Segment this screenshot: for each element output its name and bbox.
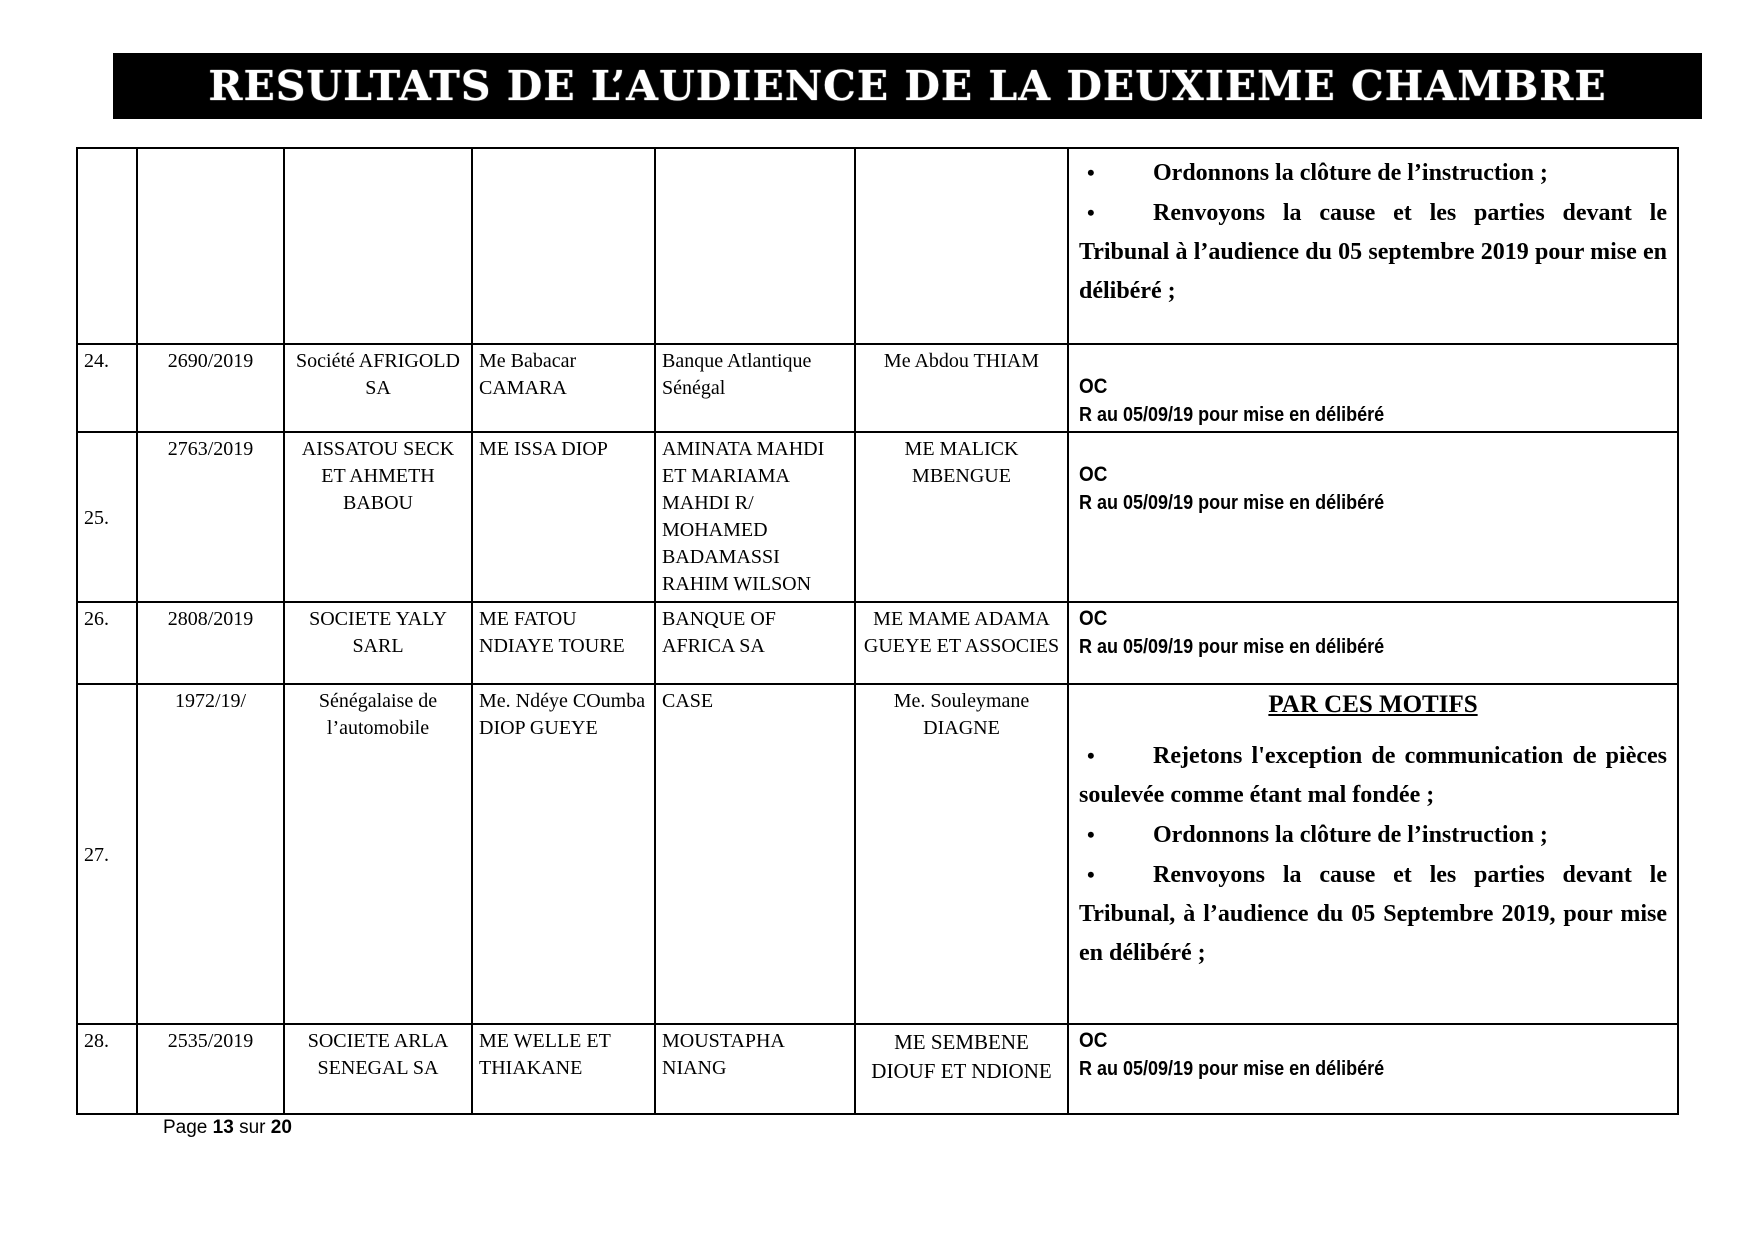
table-row xyxy=(77,432,1678,602)
footer-middle: sur xyxy=(239,1117,266,1138)
decision-bullet: • Renvoyons la cause et les parties devant le Tribunal, à l’audience du 05 Septembre 2019, pour mise en délibéré ; xyxy=(1079,855,1667,973)
row-number: 26. xyxy=(77,602,137,684)
case-number: 2763/2019 xyxy=(137,432,284,602)
plaintiff: SOCIETE YALY SARL xyxy=(284,602,472,684)
decision-code: OC xyxy=(1079,607,1108,630)
decision-code: OC xyxy=(1079,375,1108,398)
row-number: 28. xyxy=(77,1024,137,1114)
bullet-icon: • xyxy=(1087,862,1095,887)
table-row xyxy=(77,684,1678,1024)
plaintiff-lawyer: Me Babacar CAMARA xyxy=(472,344,655,432)
decision-text: R au 05/09/19 pour mise en délibéré xyxy=(1079,492,1385,514)
plaintiff: AISSATOU SECK ET AHMETH BABOU xyxy=(284,432,472,602)
decision-code: OC xyxy=(1079,1029,1108,1052)
results-table xyxy=(76,147,1679,1115)
bullet-icon: • xyxy=(1087,160,1095,185)
row-number: 27. xyxy=(77,684,137,1024)
decision xyxy=(1068,684,1678,1024)
table-row xyxy=(77,344,1678,432)
plaintiff-lawyer: ME ISSA DIOP xyxy=(472,432,655,602)
current-page: 13 xyxy=(212,1117,234,1138)
table-row-continuation xyxy=(77,148,1678,344)
defendant: BANQUE OF AFRICA SA xyxy=(655,602,855,684)
decision-code: OC xyxy=(1079,463,1108,486)
defendant-lawyer: Me. Souleymane DIAGNE xyxy=(855,684,1068,1024)
defendant: MOUSTAPHA NIANG xyxy=(655,1024,855,1114)
plaintiff: SOCIETE ARLA SENEGAL SA xyxy=(284,1024,472,1114)
page-title: RESULTATS DE L’AUDIENCE DE LA DEUXIEME CHAMBRE xyxy=(208,62,1607,110)
decision xyxy=(1068,344,1678,432)
decision xyxy=(1068,432,1678,602)
decision-bullet: • Ordonnons la clôture de l’instruction ; xyxy=(1079,153,1667,193)
case-number: 2808/2019 xyxy=(137,602,284,684)
plaintiff-lawyer: ME WELLE ET THIAKANE xyxy=(472,1024,655,1114)
case-number: 2535/2019 xyxy=(137,1024,284,1114)
case-number: 2690/2019 xyxy=(137,344,284,432)
decision-bullet: • Rejetons l'exception de communication de pièces soulevée comme étant mal fondée ; xyxy=(1079,736,1667,815)
cell-plaintiff-lawyer xyxy=(472,148,655,344)
cell-num xyxy=(77,148,137,344)
defendant: AMINATA MAHDI ET MARIAMA MAHDI R/ MOHAMED BADAMASSI RAHIM WILSON xyxy=(655,432,855,602)
plaintiff: Société AFRIGOLD SA xyxy=(284,344,472,432)
cell-defendant-lawyer xyxy=(855,148,1068,344)
plaintiff-lawyer: ME FATOU NDIAYE TOURE xyxy=(472,602,655,684)
cell-defendant xyxy=(655,148,855,344)
decision-bullet: • Ordonnons la clôture de l’instruction ; xyxy=(1079,815,1667,855)
defendant-lawyer: ME MALICK MBENGUE xyxy=(855,432,1068,602)
bullet-icon: • xyxy=(1087,822,1095,847)
decision xyxy=(1068,1024,1678,1114)
total-pages: 20 xyxy=(270,1117,292,1138)
table-row xyxy=(77,1024,1678,1114)
decision-text: R au 05/09/19 pour mise en délibéré xyxy=(1079,636,1385,658)
defendant-lawyer: Me Abdou THIAM xyxy=(855,344,1068,432)
cell-plaintiff xyxy=(284,148,472,344)
footer-prefix: Page xyxy=(163,1117,208,1138)
plaintiff-lawyer: Me. Ndéye COumba DIOP GUEYE xyxy=(472,684,655,1024)
row-number: 24. xyxy=(77,344,137,432)
bullet-icon: • xyxy=(1087,743,1095,768)
cell-decision xyxy=(1068,148,1678,344)
decision-text: R au 05/09/19 pour mise en délibéré xyxy=(1079,404,1385,426)
defendant: CASE xyxy=(655,684,855,1024)
table-row xyxy=(77,602,1678,684)
page-footer xyxy=(163,1117,292,1139)
row-number: 25. xyxy=(77,432,137,602)
plaintiff: Sénégalaise de l’automobile xyxy=(284,684,472,1024)
title-banner xyxy=(113,53,1702,119)
case-number: 1972/19/ xyxy=(137,684,284,1024)
defendant-lawyer: ME MAME ADAMA GUEYE ET ASSOCIES xyxy=(855,602,1068,684)
decision-text: R au 05/09/19 pour mise en délibéré xyxy=(1079,1058,1385,1080)
bullet-icon: • xyxy=(1087,200,1095,225)
decision-bullet: • Renvoyons la cause et les parties devant le Tribunal à l’audience du 05 septembre 2019 pour mise en délibéré ; xyxy=(1079,193,1667,311)
decision xyxy=(1068,602,1678,684)
motifs-heading: PAR CES MOTIFS xyxy=(1268,691,1478,718)
defendant-lawyer: ME SEMBENE DIOUF ET NDIONE xyxy=(855,1024,1068,1114)
defendant: Banque Atlantique Sénégal xyxy=(655,344,855,432)
cell-case xyxy=(137,148,284,344)
